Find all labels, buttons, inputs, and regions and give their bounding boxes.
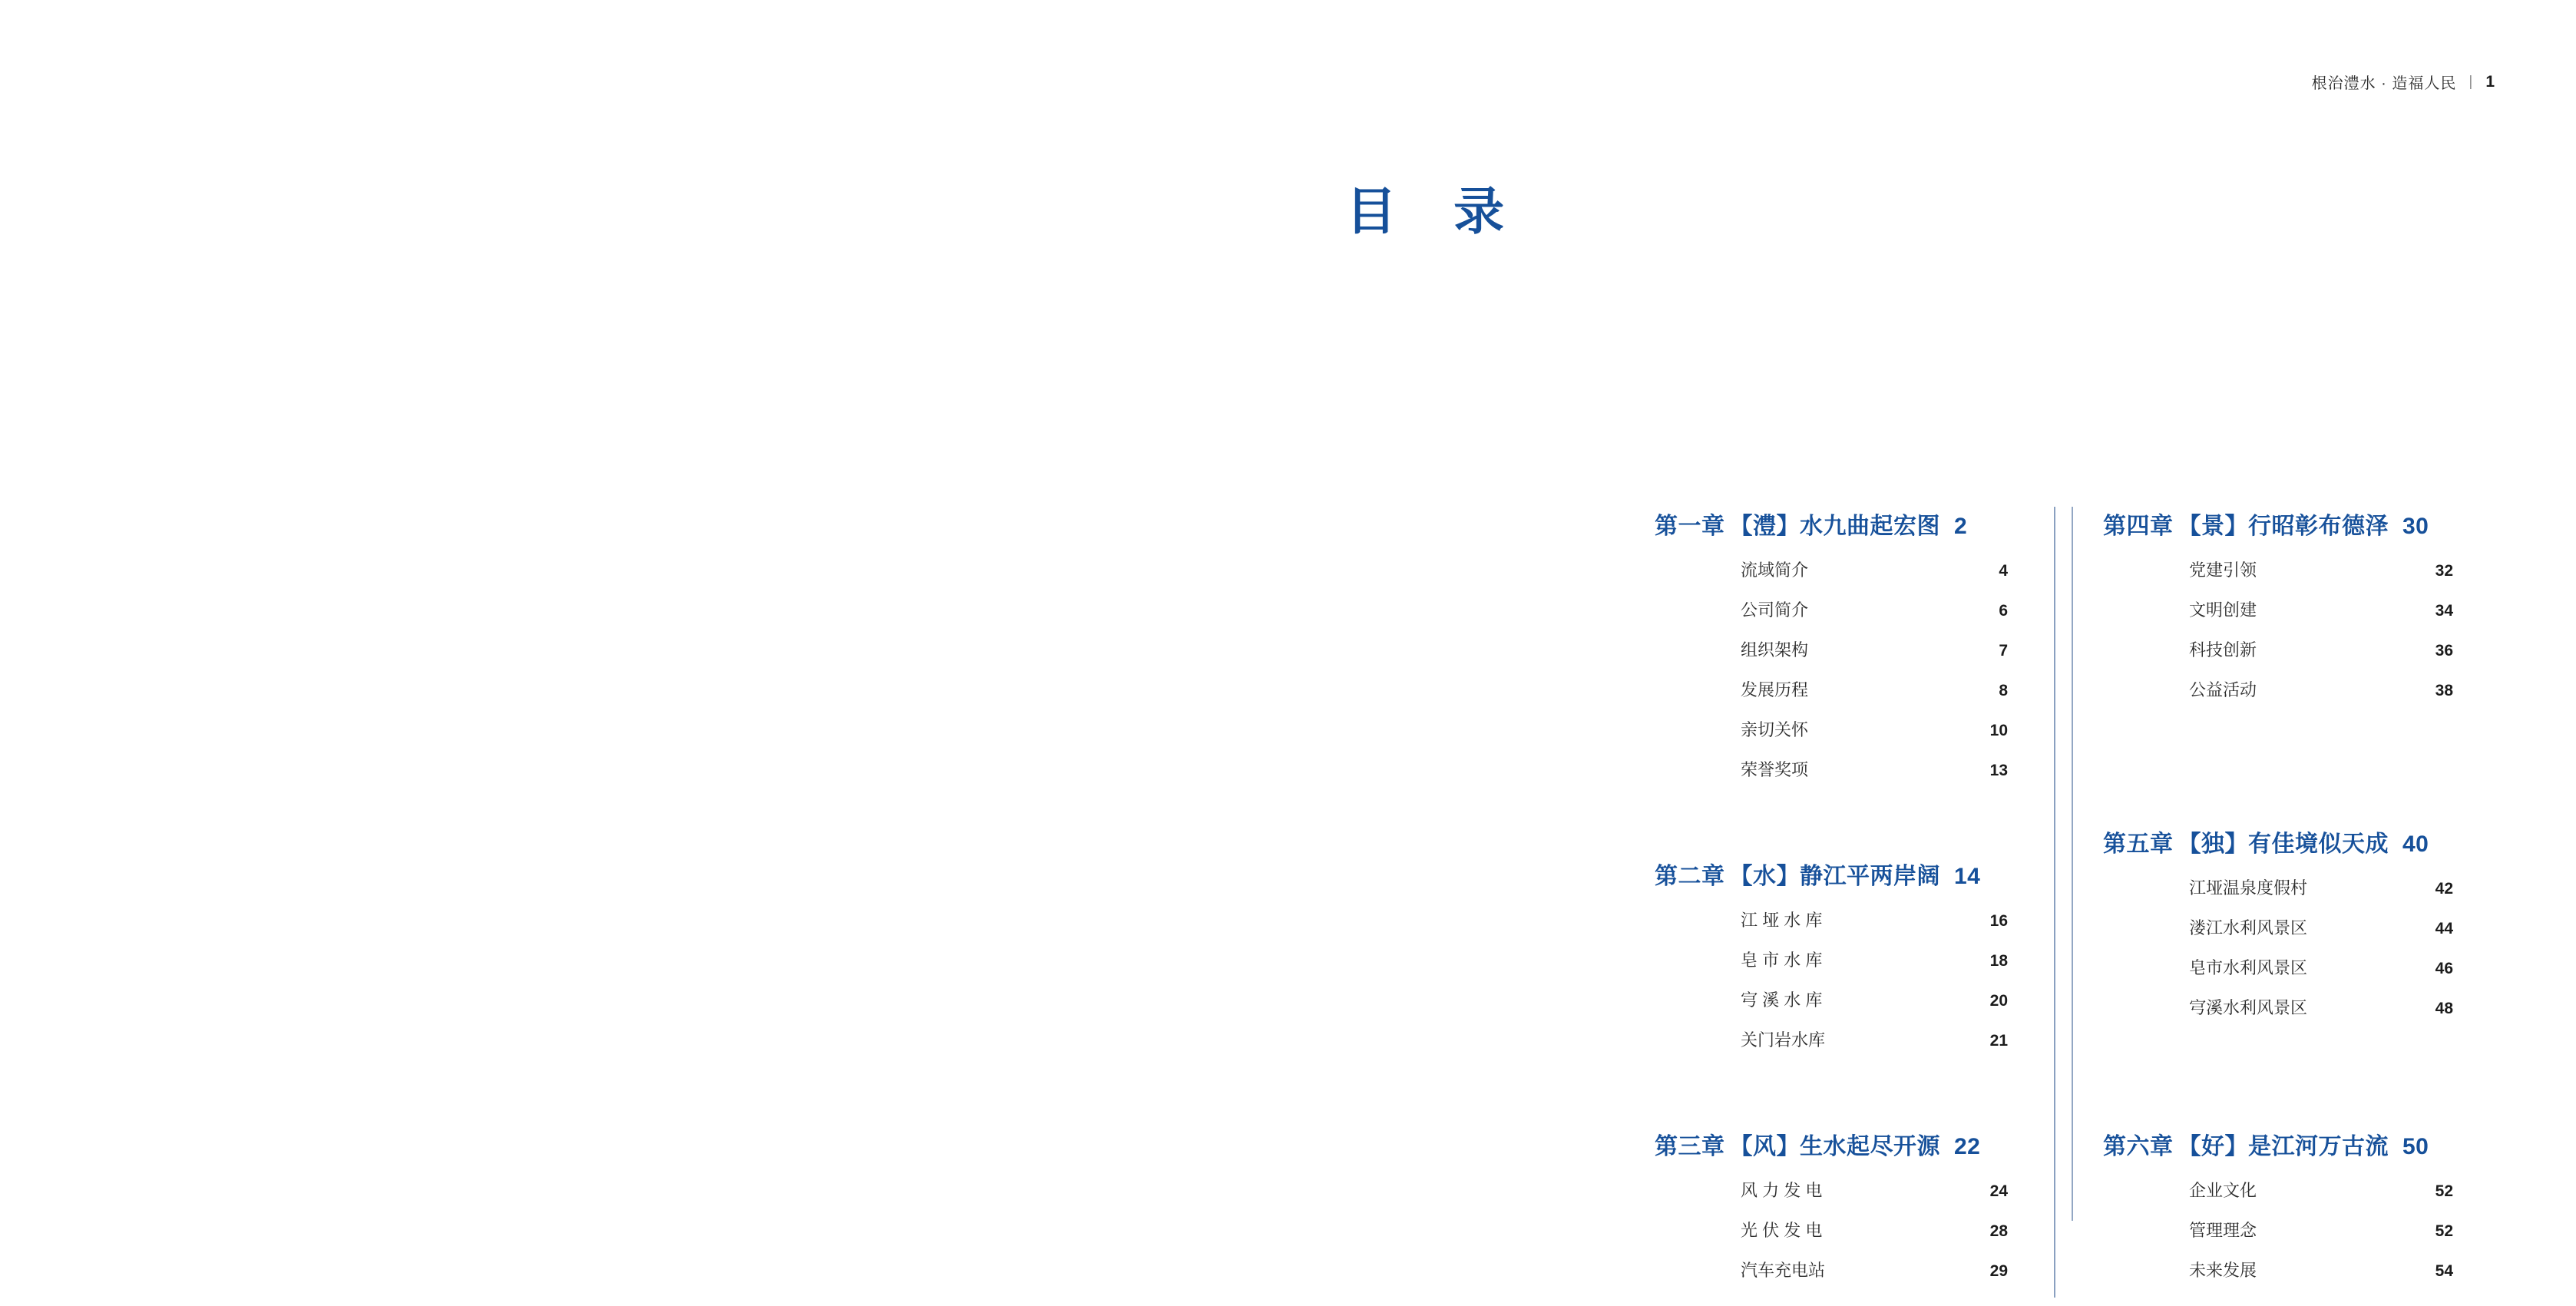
toc-entry-page: 21 [1989, 1032, 2008, 1050]
toc-entry[interactable] [2189, 875, 2453, 899]
toc-entry-page: 32 [2435, 562, 2453, 580]
toc-entry-label: 组织架构 [1741, 640, 1809, 660]
toc-entry-label: 发展历程 [1741, 680, 1809, 699]
running-header-separator: | [2469, 73, 2474, 90]
chapter-page: 30 [2402, 514, 2429, 539]
toc-entry-page: 52 [2435, 1222, 2453, 1240]
toc-entry-page: 38 [2435, 682, 2453, 699]
chapter-heading[interactable] [1655, 1127, 2008, 1161]
toc-chapter [1655, 857, 2008, 1051]
toc-entry[interactable] [2189, 955, 2453, 979]
toc-chapter [1655, 1127, 2008, 1281]
toc-entry-label: 关门岩水库 [1741, 1030, 1826, 1050]
chapter-heading[interactable] [2103, 825, 2453, 858]
toc-entry-label: 亲切关怀 [1741, 720, 1809, 739]
section-spacer [1655, 1067, 2008, 1127]
toc-entry-label: 风 力 发 电 [1741, 1181, 1823, 1200]
toc-columns [1655, 507, 2507, 1298]
toc-entry[interactable] [2189, 677, 2453, 701]
running-header-text: 根治澧水 · 造福人民 [2311, 75, 2457, 92]
toc-entry-label: 党建引领 [2189, 560, 2257, 580]
chapter-heading[interactable] [1655, 507, 2008, 541]
toc-entry[interactable] [2189, 637, 2453, 661]
toc-entry-label: 皂 市 水 库 [1741, 951, 1823, 970]
toc-entry-label: 文明创建 [2189, 600, 2257, 620]
chapter-entries [1741, 1178, 2008, 1281]
chapter-title: 【风】生水起尽开源 [1729, 1134, 1940, 1159]
toc-entry-page: 54 [2435, 1262, 2453, 1280]
toc-entry[interactable] [2189, 995, 2453, 1019]
toc-entry[interactable] [2189, 915, 2453, 939]
toc-entry-page: 20 [1989, 992, 2008, 1010]
chapter-number: 第四章 [2103, 514, 2174, 539]
toc-entry-label: 流域简介 [1741, 560, 1809, 580]
toc-entry-page: 24 [1989, 1182, 2008, 1200]
toc-entry-page: 13 [1989, 762, 2008, 779]
chapter-entries [2189, 1178, 2453, 1281]
toc-entry[interactable] [2189, 1258, 2453, 1281]
toc-entry-label: 企业文化 [2189, 1181, 2257, 1200]
toc-entry-label: 科技创新 [2189, 640, 2257, 660]
toc-entry-page: 4 [1999, 562, 2008, 580]
toc-entry-label: 光 伏 发 电 [1741, 1221, 1823, 1240]
toc-chapter [2103, 507, 2453, 701]
toc-entry[interactable] [1741, 947, 2008, 971]
toc-entry-label: 江垭温泉度假村 [2189, 878, 2308, 898]
page-number: 1 [2485, 72, 2495, 91]
toc-entry[interactable] [1741, 637, 2008, 661]
chapter-title: 【澧】水九曲起宏图 [1729, 514, 1940, 539]
chapter-title: 【好】是江河万古流 [2178, 1134, 2389, 1159]
chapter-title: 【水】静江平两岸阔 [1729, 864, 1940, 889]
chapter-number: 第二章 [1655, 864, 1725, 889]
chapter-title: 【独】有佳境似天成 [2178, 832, 2389, 857]
chapter-entries [1741, 908, 2008, 1051]
toc-entry[interactable] [1741, 677, 2008, 701]
toc-entry-page: 6 [1999, 602, 2008, 620]
toc-entry-label: 汽车充电站 [1741, 1261, 1826, 1280]
toc-column-right [2054, 507, 2453, 1298]
toc-entry[interactable] [1741, 1258, 2008, 1281]
toc-entry-page: 44 [2435, 920, 2453, 937]
toc-entry[interactable] [1741, 557, 2008, 581]
toc-entry-label: 未来发展 [2189, 1261, 2257, 1280]
toc-entry[interactable] [2189, 1218, 2453, 1242]
chapter-entries [2189, 557, 2453, 701]
toc-chapter [1655, 507, 2008, 781]
toc-entry-page: 16 [1989, 912, 2008, 930]
chapter-page: 40 [2402, 832, 2429, 857]
toc-entry-label: 公益活动 [2189, 680, 2257, 699]
toc-entry[interactable] [1741, 757, 2008, 781]
running-header [2312, 71, 2495, 93]
chapter-page: 22 [1954, 1134, 1981, 1159]
toc-entry-label: 皂市水利风景区 [2189, 958, 2308, 977]
toc-entry-label: 公司简介 [1741, 600, 1809, 620]
toc-entry[interactable] [2189, 557, 2453, 581]
toc-entry[interactable] [2189, 597, 2453, 621]
toc-entry[interactable] [1741, 987, 2008, 1011]
toc-entry-page: 52 [2435, 1182, 2453, 1200]
toc-entry-page: 10 [1989, 722, 2008, 739]
chapter-page: 50 [2402, 1134, 2429, 1159]
page-title: 目 录 [1345, 183, 1526, 240]
toc-entry-label: 溇江水利风景区 [2189, 918, 2308, 937]
section-spacer [2103, 717, 2453, 825]
toc-entry-page: 7 [1999, 642, 2008, 660]
toc-entry-page: 29 [1989, 1262, 2008, 1280]
section-spacer [1655, 797, 2008, 857]
toc-entry-page: 42 [2435, 880, 2453, 898]
toc-entry[interactable] [1741, 597, 2008, 621]
toc-entry-page: 18 [1989, 952, 2008, 970]
toc-entry-label: 管理理念 [2189, 1221, 2257, 1240]
chapter-number: 第五章 [2103, 832, 2174, 857]
chapter-heading[interactable] [1655, 857, 2008, 891]
toc-entry[interactable] [1741, 1027, 2008, 1051]
toc-entry-page: 28 [1989, 1222, 2008, 1240]
chapter-page: 14 [1954, 864, 1981, 889]
toc-entry-page: 46 [2435, 960, 2453, 977]
chapter-heading[interactable] [2103, 1127, 2453, 1161]
toc-entry[interactable] [2189, 1178, 2453, 1202]
toc-entry-page: 8 [1999, 682, 2008, 699]
toc-column-left [1655, 507, 2054, 1298]
section-spacer [2103, 1035, 2453, 1127]
chapter-entries [1741, 557, 2008, 781]
chapter-entries [2189, 875, 2453, 1019]
toc-entry-label: 宆 溪 水 库 [1741, 990, 1823, 1010]
toc-entry-label: 江 垭 水 库 [1741, 911, 1823, 930]
toc-entry[interactable] [1741, 1178, 2008, 1202]
chapter-number: 第三章 [1655, 1134, 1725, 1159]
toc-entry[interactable] [1741, 908, 2008, 931]
toc-chapter [2103, 825, 2453, 1019]
chapter-heading[interactable] [2103, 507, 2453, 541]
toc-entry[interactable] [1741, 1218, 2008, 1242]
toc-entry-page: 34 [2435, 602, 2453, 620]
toc-entry-page: 36 [2435, 642, 2453, 660]
chapter-number: 第六章 [2103, 1134, 2174, 1159]
toc-chapter [2103, 1127, 2453, 1281]
chapter-title: 【景】行昭彰布德泽 [2178, 514, 2389, 539]
toc-entry-label: 宆溪水利风景区 [2189, 998, 2308, 1017]
chapter-page: 2 [1954, 514, 1968, 539]
toc-entry-label: 荣誉奖项 [1741, 760, 1809, 779]
toc-entry-page: 48 [2435, 1000, 2453, 1017]
chapter-number: 第一章 [1655, 514, 1725, 539]
toc-entry[interactable] [1741, 717, 2008, 741]
